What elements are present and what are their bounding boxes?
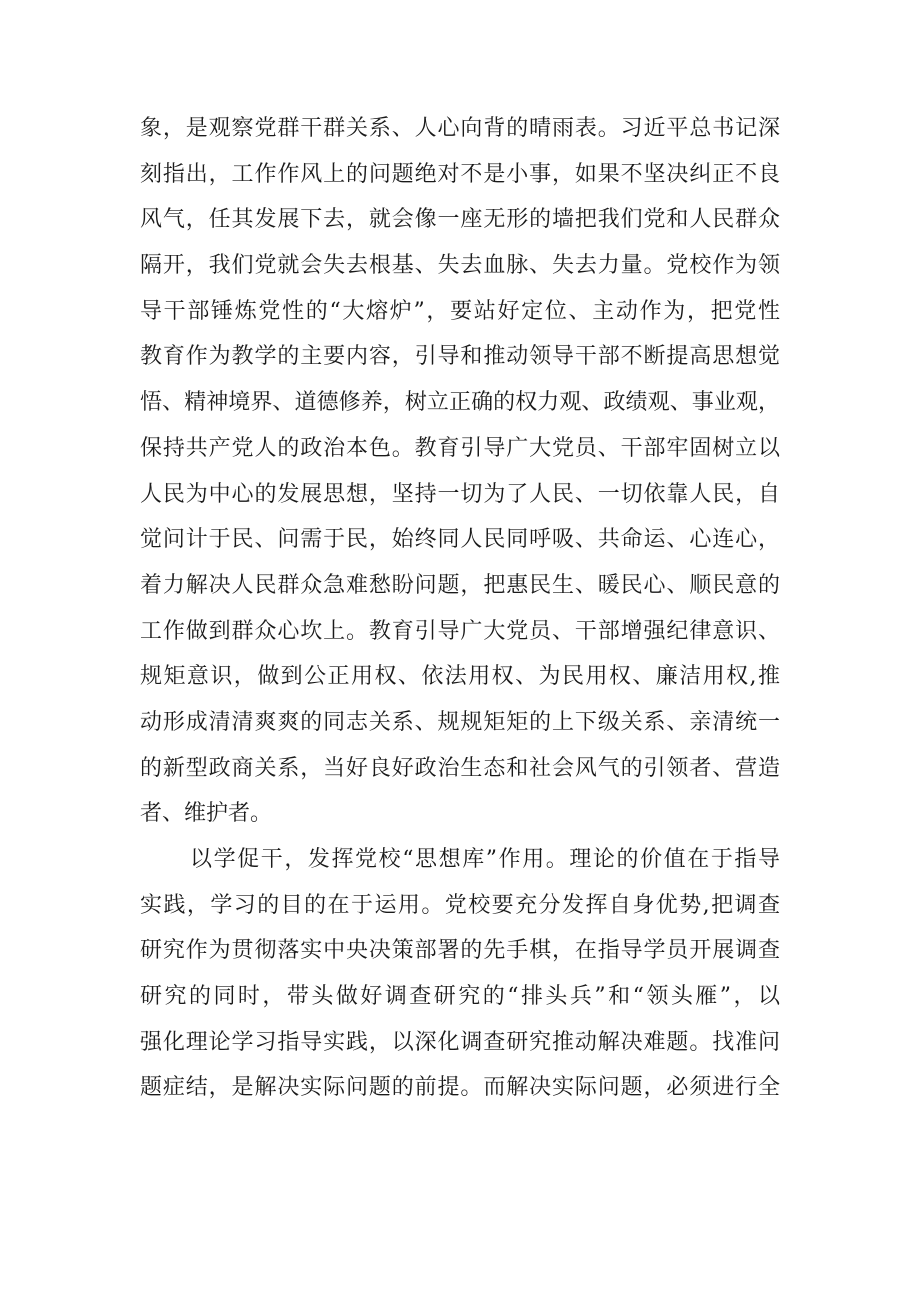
text-line: 人民为中心的发展思想，坚持一切为了人民、一切依靠人民，自 [140, 481, 780, 507]
text-line: 规矩意识，做到公正用权、依法用权、为民用权、廉洁用权,推 [140, 664, 780, 690]
text-line: 强化理论学习指导实践，以深化调查研究推动解决难题。找准问 [140, 1029, 780, 1055]
paragraph [140, 106, 780, 837]
text-line: 着力解决人民群众急难愁盼问题，把惠民生、暖民心、顺民意的 [140, 572, 780, 598]
text-line: 觉问计于民、问需于民，始终同人民同呼吸、共命运、心连心， [140, 527, 780, 553]
text-line: 以学促干，发挥党校“思想库”作用。理论的价值在于指导 [190, 847, 780, 872]
text-line: 者、维护者。 [140, 801, 273, 827]
text-line: 动形成清清爽爽的同志关系、规规矩矩的上下级关系、亲清统一 [140, 709, 780, 735]
text-line: 风气，任其发展下去，就会像一座无形的墙把我们党和人民群众 [140, 207, 780, 233]
text-line: 保持共产党人的政治本色。教育引导广大党员、干部牢固树立以 [140, 435, 780, 461]
text-line: 悟、精神境界、道德修养，树立正确的权力观、政绩观、事业观， [140, 390, 780, 416]
text-line: 题症结，是解决实际问题的前提。而解决实际问题，必须进行全 [140, 1075, 780, 1101]
text-line: 工作做到群众心坎上。教育引导广大党员、干部增强纪律意识、 [140, 618, 780, 644]
text-line: 教育作为教学的主要内容，引导和推动领导干部不断提高思想觉 [140, 344, 780, 370]
text-line: 隔开，我们党就会失去根基、失去血脉、失去力量。党校作为领 [140, 253, 780, 279]
text-line: 导干部锤炼党性的“大熔炉”，要站好定位、主动作为，把党性 [140, 298, 780, 324]
text-line: 的新型政商关系，当好良好政治生态和社会风气的引领者、营造 [140, 755, 780, 781]
text-line: 刻指出，工作作风上的问题绝对不是小事，如果不坚决纠正不良 [140, 161, 780, 187]
text-line: 实践，学习的目的在于运用。党校要充分发挥自身优势,把调查 [140, 892, 780, 918]
paragraph [140, 837, 780, 1111]
text-line: 研究的同时，带头做好调查研究的“排头兵”和“领头雁”，以 [140, 984, 780, 1010]
document-body [140, 106, 780, 1111]
text-line: 研究作为贯彻落实中央决策部署的先手棋，在指导学员开展调查 [140, 938, 780, 964]
text-line: 象，是观察党群干群关系、人心向背的晴雨表。习近平总书记深 [140, 116, 780, 141]
